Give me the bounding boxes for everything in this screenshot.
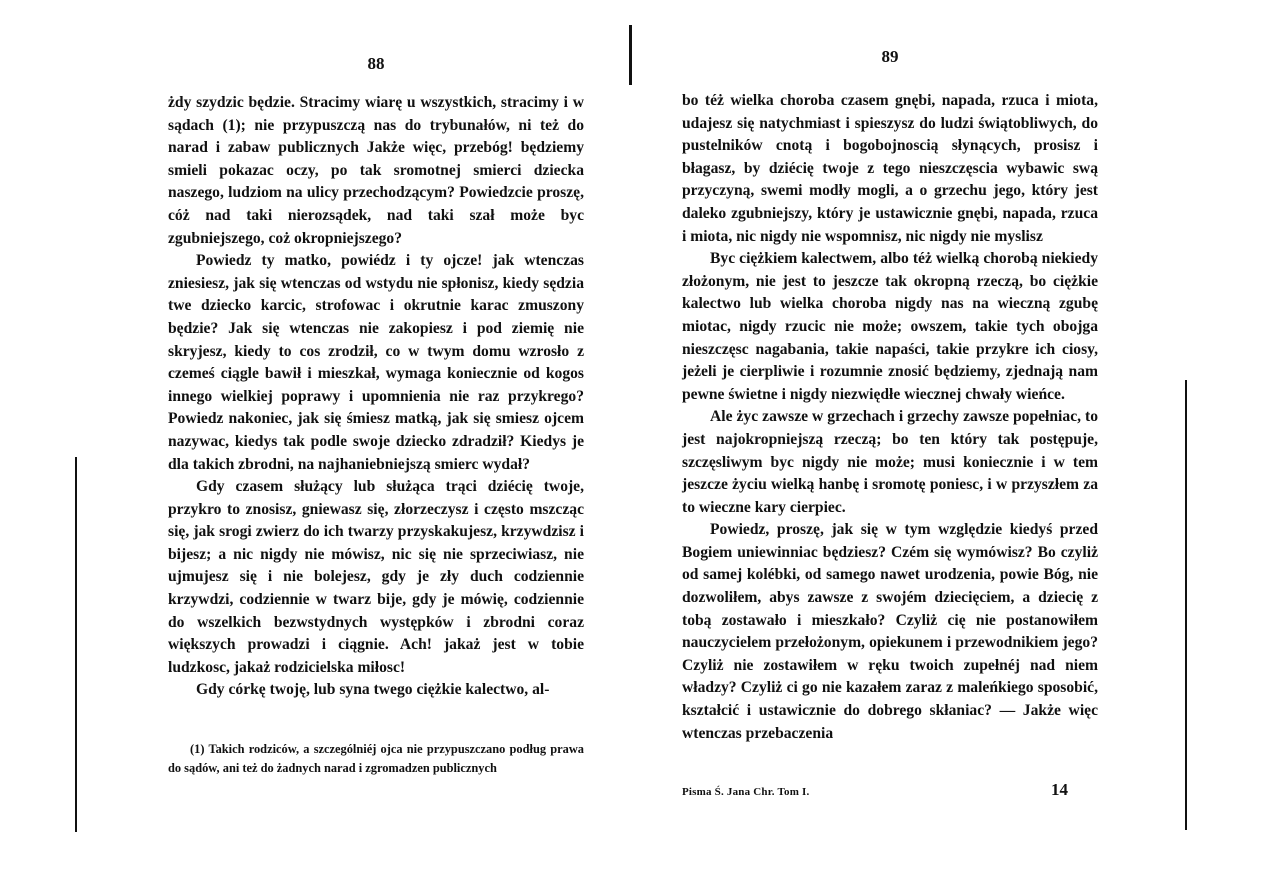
footnote [168,740,584,778]
paragraph: Byc ciężkiem kalectwem, albo téż wielką chorobą niekiedy złożonym, nie jest to jeszcze tak okropną rzeczą, bo ciężkie kalectwo lub wielka choroba nigdy nas na wieczną zgubę miotac, nigdy rzucic nie może; owszem, takie tych obojga nieszczęsc nagabania, takie napaści, takie przykre ich ciosy, jeżeli je cierpliwie i rozumnie znosić będziemy, zjednają nam pewne świetne i nigdy niezwiędłe wiecznej chwały wieńce. [682,250,1098,403]
paragraph: Gdy czasem służący lub służąca trąci dziécię twoje, przykro to znosisz, gniewasz się, złorzeczysz i często mszcząc się, jak srogi zwierz do ich twarzy przyskakujesz, krzywdzisz i bijesz; a nic nigdy nie mówisz, nic się nie sprzeciwiasz, nie ujmujesz się i nie bolejesz, gdy je zły duch codziennie krzywdzi, codziennie w twarz bije, gdy je mówię, codziennie do wszelkich bezwstydnych występków i zbrodni coraz większych prowadzi i ciągnie. Ach! jakaż jest w tobie ludzkosc, jakaż rodzicielska miłosc! [168,478,584,676]
page-body [168,92,584,702]
scan-edge-right [1185,380,1187,830]
paragraph: Powiedz, proszę, jak się w tym względzie kiedyś przed Bogiem uniewinniac będziesz? Czém się wymówisz? Bo czyliż od samej kolébki, od samego nawet urodzenia, powie Bóg, nie dozwoliłem, abys zawsze z swojém dziecięciem, a dziecię z tobą zostawało i mieszkało? Czyliż cię nie postanowiłem nauczycielem przełożonym, opiekunem i przewodnikiem jego? Czyliż nie zostawiłem w ręku twoich zupełnéj nad niem władzy? Czyliż ci go nie kazałem zaraz z maleńkiego sposobić, kształcić i ustawicznie do dobrego skłaniac? — Jakże więc wtenczas przebaczenia [682,521,1098,742]
paragraph: żdy szydzic będzie. Stracimy wiarę u wszystkich, stracimy i w sądach (1); nie przypuszczą nas do trybunałów, ni też do narad i zabaw publicznych Jakże więc, przebóg! będziemy smieli pokazac oczy, po tak sromotnej smierci dziecka naszego, ludziom na ulicy przechodzącym? Powiedzcie proszę, cóż nad taki nierozsądek, nad taki szał może byc zgubniejszego, coż okropniejszego? [168,94,584,247]
gutter-mark [629,25,632,85]
signature-mark: Pisma Ś. Jana Chr. Tom I. [682,786,810,798]
paragraph: bo téż wielka choroba czasem gnębi, napada, rzuca i miota, udajesz się natychmiast i spieszysz do ludzi świątobliwych, do pustelników cnotą i bogobojnoscią słynących, prosisz i błagasz, by dziécię twoje z tego nieszczęscia wybawic swą przyczyną, swemi modły mogli, a o grzechu jego, który jest daleko zgubniejszy, który je ustawicznie gnębi, napada, rzuca i miota, nic nigdy nie wspomnisz, nic nigdy nie myslisz [682,92,1098,245]
scan-edge-left [75,457,77,832]
paragraph: Gdy córkę twoję, lub syna twego ciężkie kalectwo, al- [196,681,550,699]
paragraph: Ale życ zawsze w grzechach i grzechy zawsze popełniac, to jest najokropniejszą rzeczą; bo ten który tak postępuje, szczęsliwym byc nigdy nie może; musi koniecznie i w tem jeszcze życiu wielką hanbę i sromotę poniesc, i w przyszłem za to wieczne kary cierpiec. [682,408,1098,516]
footnote-text: (1) Takich rodziców, a szczególniéj ojca nie przypuszczano podług prawa do sądów, ani też do żadnych narad i zgromadzen publicznych [168,742,584,775]
page-footer [682,780,1098,804]
paragraph: Powiedz ty matko, powiédz i ty ojcze! jak wtenczas zniesiesz, jak się wtenczas od wstydu nie spłonisz, kiedy sędzia twe dziecko karcic, strofowac i okrutnie karac zmuszony będzie? Jak się wtenczas nie zakopiesz i pod ziemię nie skryjesz, kiedy to cos zrodził, co w twym domu wzrosło z czemeś ciągle bawił i mieszkał, wymaga koniecznie od kogos innego wielkiej poprawy i upomnienia nie raz przykrego? Powiedz nakoniec, jak się śmiesz matką, jak się smiesz ojcem nazywac, kiedys tak podle swoje dziecko zdradził? Kiedys je dla takich zbrodni, na najhaniebniejszą smierc wydał? [168,252,584,473]
page-number: 88 [367,54,385,73]
sheet-number: 14 [1051,780,1068,799]
page-number: 89 [881,47,899,66]
page-body [682,90,1098,745]
